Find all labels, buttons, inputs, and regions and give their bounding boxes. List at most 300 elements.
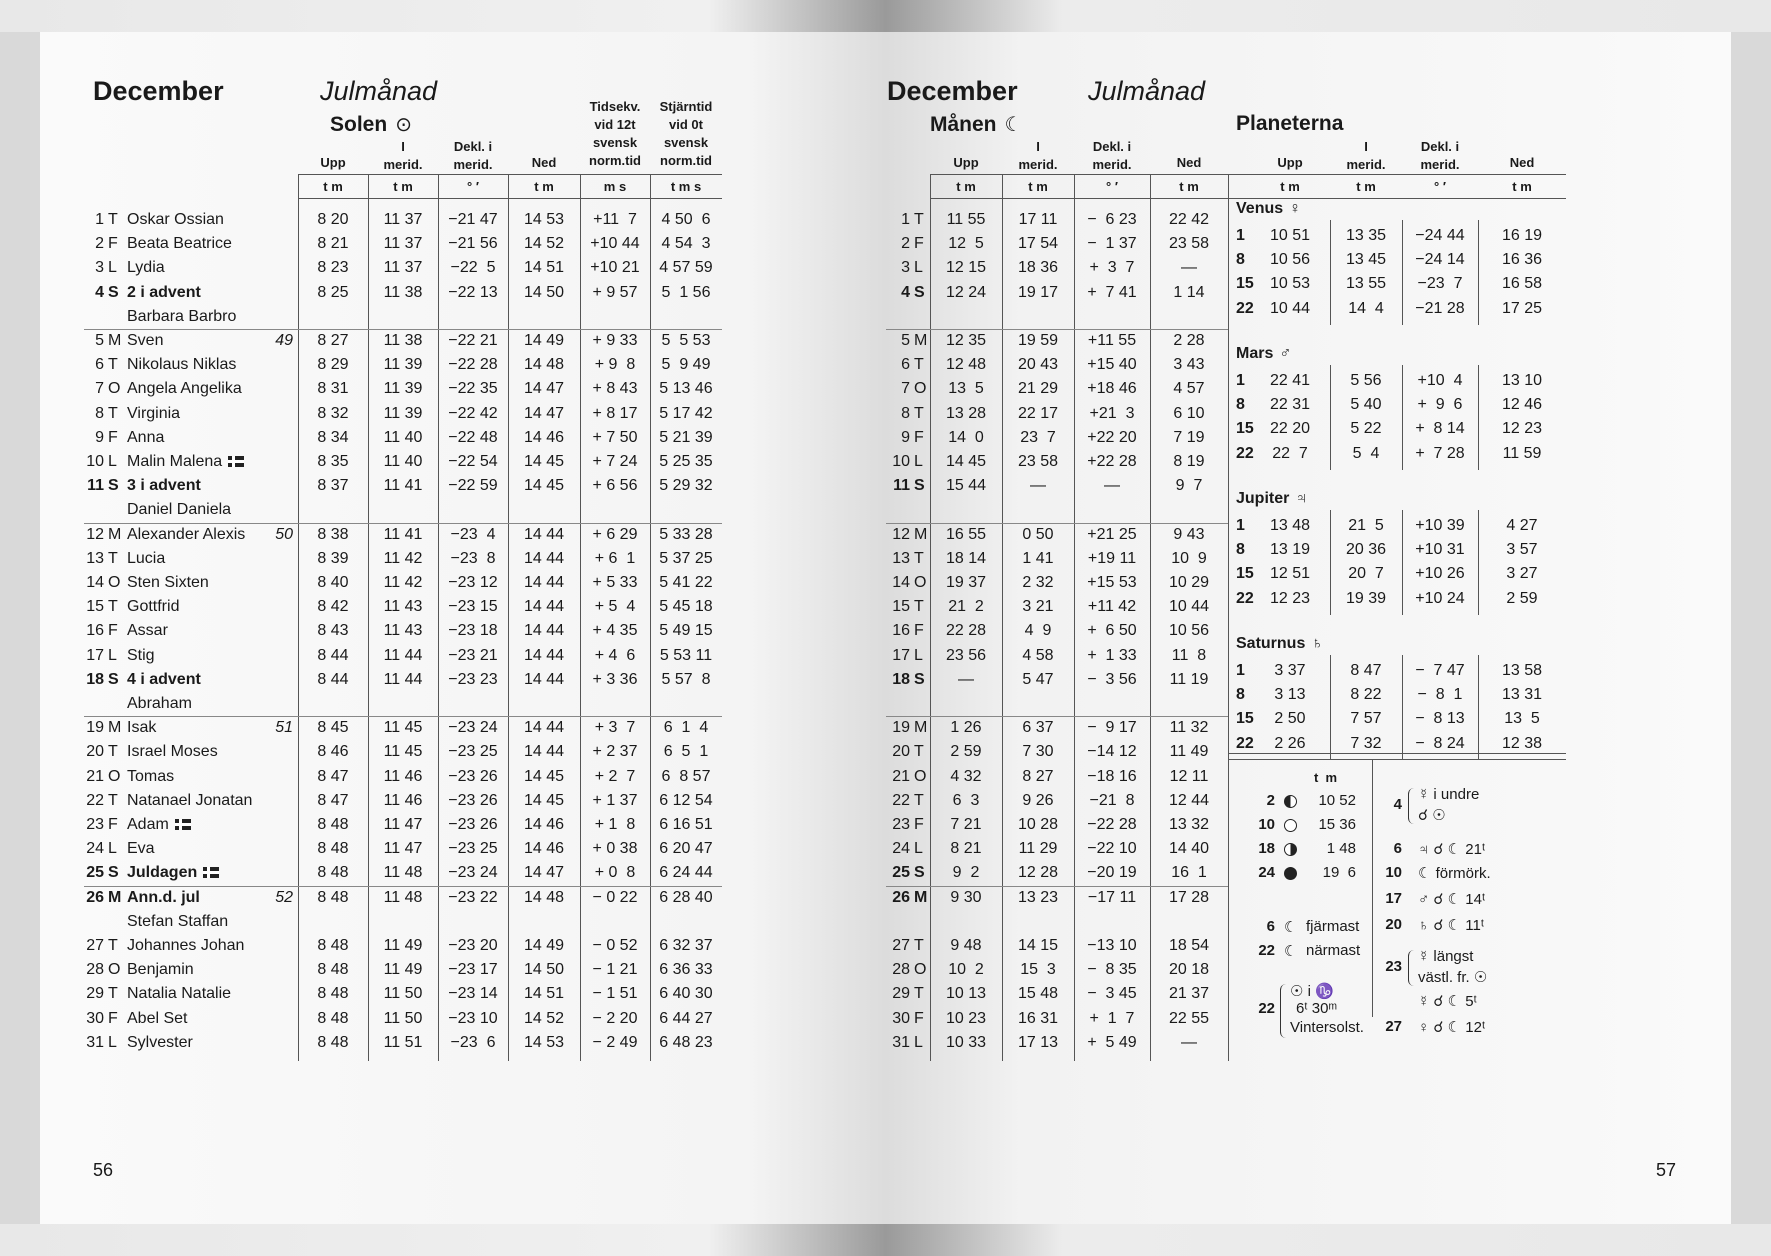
solstice-date: 22 bbox=[1258, 1000, 1275, 1017]
page-title: December bbox=[887, 76, 1018, 106]
column-unit: t m bbox=[534, 179, 554, 194]
name-day bbox=[127, 765, 174, 789]
cell-upp: 10 23 bbox=[945, 1009, 987, 1027]
cell-dek: −21 28 bbox=[1415, 299, 1465, 317]
cell-tid: + 7 50 bbox=[592, 428, 638, 446]
cell-mer: 20 7 bbox=[1348, 565, 1384, 583]
cell-upp: 13 28 bbox=[945, 404, 987, 422]
cell-ned: 14 44 bbox=[523, 646, 565, 664]
book-edge-top bbox=[0, 0, 1771, 32]
moon-phase-last-icon bbox=[1284, 843, 1297, 856]
cell-ned: 14 45 bbox=[523, 767, 565, 785]
date: 8 bbox=[1236, 686, 1245, 704]
cell-dek: +21 25 bbox=[1087, 525, 1137, 543]
cell-mer: 11 48 bbox=[383, 864, 423, 882]
table-row bbox=[886, 329, 1231, 353]
distance-text: närmast bbox=[1306, 942, 1361, 959]
cell-dek: − 8 13 bbox=[1415, 710, 1465, 728]
cell-upp: 10 13 bbox=[945, 985, 987, 1003]
day-number: 30 bbox=[892, 1009, 910, 1027]
cell-upp: 22 31 bbox=[1269, 396, 1311, 414]
cell-dek: − 8 24 bbox=[1415, 734, 1465, 752]
name-day-text: Sten Sixten bbox=[127, 574, 209, 591]
flag-icon bbox=[175, 819, 191, 830]
planet-row bbox=[886, 442, 1576, 466]
left-page bbox=[40, 32, 885, 1224]
column-unit: ° ′ bbox=[1434, 179, 1446, 194]
table-row bbox=[40, 450, 740, 474]
table-row bbox=[40, 377, 740, 401]
cell-mer: 21 29 bbox=[1017, 380, 1059, 398]
cell-dek: +10 39 bbox=[1415, 517, 1465, 534]
box-divider bbox=[1372, 759, 1373, 1017]
table-row bbox=[40, 934, 740, 958]
name-day-text: Malin Malena bbox=[127, 453, 223, 470]
name-day-text: Beata Beatrice bbox=[127, 235, 232, 253]
table-row bbox=[40, 571, 740, 595]
planet-name-text: Saturnus bbox=[1236, 635, 1306, 652]
planet-row bbox=[886, 248, 1576, 272]
cell-ned: 13 32 bbox=[1168, 816, 1210, 833]
day-number: 28 bbox=[892, 961, 910, 979]
cell-upp: 8 48 bbox=[317, 840, 349, 858]
cell-upp: 15 44 bbox=[945, 477, 987, 495]
day-number: 11 bbox=[893, 477, 910, 495]
day-number: 21 bbox=[892, 767, 910, 785]
cell-stj: 6 32 37 bbox=[659, 937, 713, 954]
table-row bbox=[40, 353, 740, 377]
day-number: 22 bbox=[86, 791, 104, 809]
cell-mer: 11 42 bbox=[383, 574, 423, 591]
phase-date: 18 bbox=[1258, 840, 1275, 857]
table-row bbox=[886, 861, 1231, 885]
cell-tid: + 8 17 bbox=[592, 404, 638, 422]
cell-stj: 5 21 39 bbox=[659, 428, 713, 446]
cell-dek: −22 59 bbox=[448, 477, 498, 495]
cell-mer: 19 39 bbox=[1345, 589, 1387, 607]
cell-dek: +18 46 bbox=[1087, 380, 1137, 398]
day-number: 24 bbox=[86, 840, 104, 858]
event-date: 10 bbox=[1385, 864, 1402, 881]
weekday: T bbox=[108, 549, 118, 567]
name-day-text: Virginia bbox=[127, 404, 181, 422]
weekday: M bbox=[108, 525, 122, 543]
cell-dek: −23 10 bbox=[448, 1009, 498, 1027]
cell-ned: 22 55 bbox=[1168, 1009, 1210, 1027]
distance-date: 6 bbox=[1266, 918, 1275, 935]
cell-ned: 14 49 bbox=[523, 332, 565, 349]
cell-mer: 13 35 bbox=[1345, 227, 1387, 244]
cell-dek: −23 26 bbox=[448, 816, 498, 833]
moon-icon: ☾ bbox=[1284, 943, 1298, 960]
day-number: 8 bbox=[901, 404, 910, 422]
table-row bbox=[40, 837, 740, 861]
cell-ned: 16 1 bbox=[1171, 864, 1207, 882]
event-text: ☿ i undre bbox=[1418, 786, 1480, 803]
date: 15 bbox=[1236, 275, 1254, 293]
cell-stj: 5 5 53 bbox=[661, 332, 711, 349]
cell-mer: 14 15 bbox=[1017, 937, 1059, 954]
cell-stj: 5 13 46 bbox=[659, 380, 713, 398]
planet-row bbox=[886, 514, 1576, 538]
cell-upp: 9 48 bbox=[950, 937, 982, 954]
day-number: 5 bbox=[95, 332, 104, 349]
phase-time: 10 52 bbox=[1318, 792, 1356, 809]
table-row bbox=[40, 281, 740, 305]
event-date: 6 bbox=[1393, 840, 1402, 857]
section-rule bbox=[1228, 753, 1566, 754]
cell-tid: + 6 29 bbox=[592, 525, 638, 543]
weekday: L bbox=[914, 259, 923, 277]
table-row bbox=[40, 595, 740, 619]
cell-upp: 3 13 bbox=[1274, 686, 1306, 704]
table-row bbox=[40, 232, 740, 256]
cell-mer: 11 44 bbox=[383, 670, 423, 688]
cell-dek: + 7 41 bbox=[1087, 283, 1137, 301]
cell-upp: 2 26 bbox=[1274, 734, 1306, 752]
cell-upp: 12 24 bbox=[945, 283, 987, 301]
brace bbox=[1280, 984, 1287, 1038]
date: 1 bbox=[1236, 372, 1245, 389]
table-row bbox=[886, 1031, 1231, 1055]
cell-upp: 8 31 bbox=[317, 380, 349, 398]
table-row bbox=[40, 910, 740, 934]
cell-mer: 17 11 bbox=[1018, 211, 1058, 228]
book-spread bbox=[40, 32, 1731, 1224]
weekday: M bbox=[108, 888, 122, 906]
flag-icon bbox=[228, 456, 244, 467]
name-day bbox=[127, 353, 236, 377]
column-header: Dekl. i merid. bbox=[1420, 139, 1460, 172]
cell-ned: 12 46 bbox=[1501, 396, 1543, 414]
weekday: F bbox=[108, 428, 118, 446]
column-header: Ned bbox=[1509, 155, 1535, 170]
name-day-text: Tomas bbox=[127, 767, 175, 785]
cell-ned: 14 44 bbox=[523, 525, 565, 543]
cell-upp: — bbox=[958, 670, 974, 688]
cell-mer: 5 47 bbox=[1022, 670, 1054, 688]
cell-mer: 5 56 bbox=[1350, 372, 1382, 389]
week-number: 51 bbox=[275, 719, 293, 737]
weekday: S bbox=[914, 864, 925, 882]
cell-stj: 4 57 59 bbox=[659, 259, 713, 277]
cell-dek: −21 47 bbox=[448, 211, 498, 228]
cell-ned: — bbox=[1181, 1033, 1197, 1051]
name-day bbox=[127, 232, 232, 256]
day-number: 29 bbox=[86, 985, 104, 1003]
cell-mer: 22 17 bbox=[1017, 404, 1059, 422]
cell-ned: 10 29 bbox=[1168, 574, 1210, 591]
cell-mer: — bbox=[1030, 477, 1046, 495]
cell-ned: 14 50 bbox=[523, 283, 565, 301]
planet-name bbox=[1236, 345, 1291, 363]
cell-stj: 6 16 51 bbox=[659, 816, 713, 833]
cell-stj: 6 5 1 bbox=[663, 743, 709, 761]
table-row bbox=[886, 934, 1231, 958]
name-day-text: 4 i advent bbox=[127, 670, 201, 688]
cell-mer: 11 50 bbox=[383, 1009, 423, 1027]
name-day-text: Benjamin bbox=[127, 961, 194, 979]
event-text: ☌ ☉ bbox=[1418, 807, 1446, 824]
table-row bbox=[40, 474, 740, 498]
cell-upp: 23 56 bbox=[945, 646, 987, 664]
day-number: 16 bbox=[892, 622, 910, 640]
cell-upp: 13 48 bbox=[1269, 517, 1311, 534]
cell-ned: 13 5 bbox=[1504, 710, 1540, 728]
cell-tid: + 3 7 bbox=[594, 719, 636, 737]
cell-dek: −23 21 bbox=[448, 646, 498, 664]
cell-mer: 11 49 bbox=[383, 961, 423, 979]
moon-icon: ☾ bbox=[1284, 919, 1298, 936]
cell-dek: − 8 1 bbox=[1417, 686, 1463, 704]
weekday: F bbox=[108, 235, 118, 253]
cell-stj: 5 33 28 bbox=[659, 525, 713, 543]
cell-dek: −22 10 bbox=[1087, 840, 1137, 858]
phase-time: 19 6 bbox=[1322, 864, 1356, 881]
cell-ned: 16 58 bbox=[1501, 275, 1543, 293]
cell-ned: 14 49 bbox=[523, 937, 565, 954]
weekday: T bbox=[914, 356, 924, 374]
cell-mer: 13 55 bbox=[1345, 275, 1387, 293]
cell-dek: −22 54 bbox=[448, 453, 498, 470]
planet-name-text: Mars bbox=[1236, 345, 1274, 362]
cell-upp: 8 23 bbox=[317, 259, 349, 277]
cell-stj: 6 36 33 bbox=[659, 961, 713, 979]
cell-ned: 14 44 bbox=[523, 574, 565, 591]
planet-row bbox=[886, 659, 1576, 683]
day-number: 28 bbox=[86, 961, 104, 979]
day-number: 12 bbox=[892, 525, 910, 543]
cell-mer: 23 7 bbox=[1020, 428, 1056, 446]
cell-tid: +10 44 bbox=[590, 235, 640, 253]
cell-dek: − 3 45 bbox=[1087, 985, 1137, 1003]
cell-stj: 6 24 44 bbox=[659, 864, 713, 882]
cell-upp: 8 25 bbox=[317, 283, 349, 301]
cell-upp: 8 45 bbox=[317, 719, 349, 737]
day-number: 19 bbox=[86, 719, 104, 737]
date: 15 bbox=[1236, 420, 1254, 438]
cell-mer: 11 45 bbox=[383, 743, 423, 761]
planet-name bbox=[1236, 200, 1301, 218]
weekday: S bbox=[108, 864, 119, 882]
cell-ned: 4 27 bbox=[1506, 517, 1538, 534]
cell-tid: + 0 38 bbox=[592, 840, 638, 858]
day-number: 3 bbox=[901, 259, 910, 277]
weekday: L bbox=[914, 646, 923, 664]
cell-dek: −23 25 bbox=[448, 840, 498, 858]
cell-mer: 11 39 bbox=[383, 356, 423, 374]
weekday: T bbox=[108, 937, 118, 954]
cell-mer: 5 4 bbox=[1352, 444, 1380, 462]
cell-upp: 8 42 bbox=[317, 598, 349, 616]
cell-upp: 8 39 bbox=[317, 549, 349, 567]
cell-dek: + 5 49 bbox=[1087, 1033, 1137, 1051]
cell-tid: − 0 22 bbox=[592, 888, 638, 906]
day-number: 5 bbox=[901, 332, 910, 349]
column-header: I merid. bbox=[1018, 139, 1058, 172]
planet-row bbox=[886, 587, 1576, 611]
day-number: 4 bbox=[95, 283, 104, 301]
name-day bbox=[127, 789, 252, 813]
weekday: T bbox=[108, 791, 118, 809]
name-day bbox=[127, 958, 194, 982]
weekday: L bbox=[108, 453, 117, 470]
header-rule bbox=[930, 198, 1566, 199]
name-day-text: Angela Angelika bbox=[127, 380, 242, 398]
name-day bbox=[127, 886, 200, 910]
cell-ned: 12 38 bbox=[1501, 734, 1543, 752]
event-text: ♃ ☌ ☾ 21ᵗ bbox=[1418, 841, 1486, 858]
name-day bbox=[127, 571, 209, 595]
weekday: T bbox=[108, 404, 118, 422]
cell-dek: −23 18 bbox=[448, 622, 498, 640]
cell-mer: 11 39 bbox=[383, 380, 423, 398]
cell-dek: −22 13 bbox=[448, 283, 498, 301]
name-day bbox=[127, 281, 201, 305]
header-rule bbox=[298, 198, 722, 199]
planet-row bbox=[886, 417, 1576, 441]
planet-symbol-icon: ♃ bbox=[1295, 490, 1308, 507]
cell-tid: + 6 56 bbox=[592, 477, 638, 495]
cell-upp: 8 46 bbox=[317, 743, 349, 761]
cell-mer: 11 47 bbox=[383, 816, 423, 833]
cell-dek: − 8 35 bbox=[1087, 961, 1137, 979]
cell-ned: 14 45 bbox=[523, 453, 565, 470]
cell-upp: 11 55 bbox=[946, 211, 986, 228]
cell-dek: − 6 23 bbox=[1087, 211, 1137, 228]
cell-mer: 20 43 bbox=[1017, 356, 1059, 374]
cell-stj: 5 57 8 bbox=[661, 670, 711, 688]
planet-row bbox=[886, 272, 1576, 296]
cell-ned: 14 44 bbox=[523, 670, 565, 688]
cell-upp: 22 41 bbox=[1269, 372, 1311, 389]
day-number: 24 bbox=[892, 840, 910, 858]
weekday: L bbox=[914, 1033, 923, 1051]
cell-ned: 3 57 bbox=[1506, 541, 1538, 559]
cell-mer: 11 40 bbox=[383, 428, 423, 446]
cell-upp: 16 55 bbox=[945, 525, 987, 543]
weekday: T bbox=[914, 937, 924, 954]
weekday: L bbox=[914, 453, 923, 470]
day-number: 9 bbox=[95, 428, 104, 446]
name-day bbox=[127, 813, 191, 837]
cell-ned: 13 58 bbox=[1501, 662, 1543, 679]
cell-stj: 6 48 23 bbox=[659, 1033, 713, 1051]
name-day-text: Barbara Barbro bbox=[127, 307, 237, 325]
cell-upp: 18 14 bbox=[945, 549, 987, 567]
cell-dek: −23 6 bbox=[450, 1033, 496, 1051]
column-unit: m s bbox=[603, 179, 627, 194]
table-row bbox=[40, 668, 740, 692]
weekday: T bbox=[914, 404, 924, 422]
weekday: S bbox=[914, 670, 925, 688]
cell-dek: +10 24 bbox=[1415, 589, 1465, 607]
weekday: O bbox=[108, 380, 121, 398]
column-header: Stjärntid vid 0t svensk norm.tid bbox=[659, 99, 713, 168]
cell-tid: + 9 33 bbox=[592, 332, 638, 349]
table-row bbox=[40, 1031, 740, 1055]
table-row bbox=[40, 305, 740, 329]
column-divider bbox=[1478, 510, 1479, 615]
name-day bbox=[127, 450, 244, 474]
cell-dek: −22 48 bbox=[448, 428, 498, 446]
cell-upp: 8 48 bbox=[317, 985, 349, 1003]
planet-symbol-icon: ♂ bbox=[1279, 345, 1292, 362]
day-number: 27 bbox=[892, 937, 910, 954]
table-row bbox=[40, 1007, 740, 1031]
column-divider bbox=[1330, 365, 1331, 470]
day-number: 7 bbox=[901, 380, 910, 398]
date: 1 bbox=[1236, 227, 1245, 244]
cell-dek: +11 55 bbox=[1087, 332, 1137, 349]
cell-dek: + 8 14 bbox=[1415, 420, 1465, 438]
name-day bbox=[127, 474, 201, 498]
weekday: L bbox=[108, 259, 117, 277]
table-row bbox=[40, 692, 740, 716]
cell-dek: +22 28 bbox=[1087, 453, 1137, 470]
name-day bbox=[127, 982, 231, 1006]
column-header: Tidsekv. vid 12t svensk norm.tid bbox=[589, 99, 641, 168]
table-row bbox=[886, 619, 1231, 643]
name-day-text: Natanael Jonatan bbox=[127, 791, 253, 809]
day-number: 2 bbox=[95, 235, 104, 253]
cell-upp: 2 50 bbox=[1274, 710, 1306, 728]
name-day-text: Oskar Ossian bbox=[127, 211, 224, 228]
cell-upp: 8 48 bbox=[317, 816, 349, 833]
table-row bbox=[40, 426, 740, 450]
weekday: S bbox=[108, 283, 119, 301]
cell-mer: 11 41 bbox=[383, 525, 423, 543]
moon-icon: ☾ bbox=[1004, 114, 1023, 136]
cell-upp: 8 38 bbox=[317, 525, 349, 543]
weekday: T bbox=[108, 743, 118, 761]
weekday: T bbox=[914, 549, 924, 567]
day-number: 8 bbox=[95, 404, 104, 422]
name-day bbox=[127, 377, 242, 401]
event-text: ☿ längst bbox=[1418, 948, 1474, 965]
day-number: 15 bbox=[892, 598, 910, 616]
cell-ned: 1 14 bbox=[1173, 283, 1205, 301]
cell-stj: 6 44 27 bbox=[659, 1009, 713, 1027]
date: 15 bbox=[1236, 565, 1254, 583]
phase-date: 2 bbox=[1266, 792, 1275, 809]
cell-ned: 14 45 bbox=[523, 791, 565, 809]
cell-stj: 5 41 22 bbox=[659, 574, 713, 591]
name-day bbox=[127, 208, 224, 232]
cell-dek: −23 24 bbox=[448, 719, 498, 737]
cell-mer: 5 40 bbox=[1350, 396, 1382, 414]
cell-mer: 11 39 bbox=[383, 404, 423, 422]
cell-stj: 4 54 3 bbox=[661, 235, 711, 253]
name-day bbox=[127, 692, 192, 716]
cell-ned: 21 37 bbox=[1168, 985, 1210, 1003]
event-date: 23 bbox=[1385, 958, 1402, 975]
cell-mer: 9 26 bbox=[1022, 791, 1054, 809]
weekday: T bbox=[108, 356, 118, 374]
section-title-sun: Solen ⊙ bbox=[330, 113, 412, 136]
column-unit: t m bbox=[1512, 179, 1532, 194]
column-unit: t m bbox=[1280, 179, 1300, 194]
column-divider bbox=[1402, 510, 1403, 615]
name-day bbox=[127, 644, 155, 668]
table-row bbox=[40, 740, 740, 764]
weekday: O bbox=[108, 574, 121, 591]
column-unit: t m bbox=[1028, 179, 1048, 194]
table-row bbox=[40, 523, 740, 547]
column-header: Ned bbox=[1176, 155, 1202, 170]
event-text: västl. fr. ☉ bbox=[1418, 969, 1488, 986]
planet-row bbox=[886, 369, 1576, 393]
